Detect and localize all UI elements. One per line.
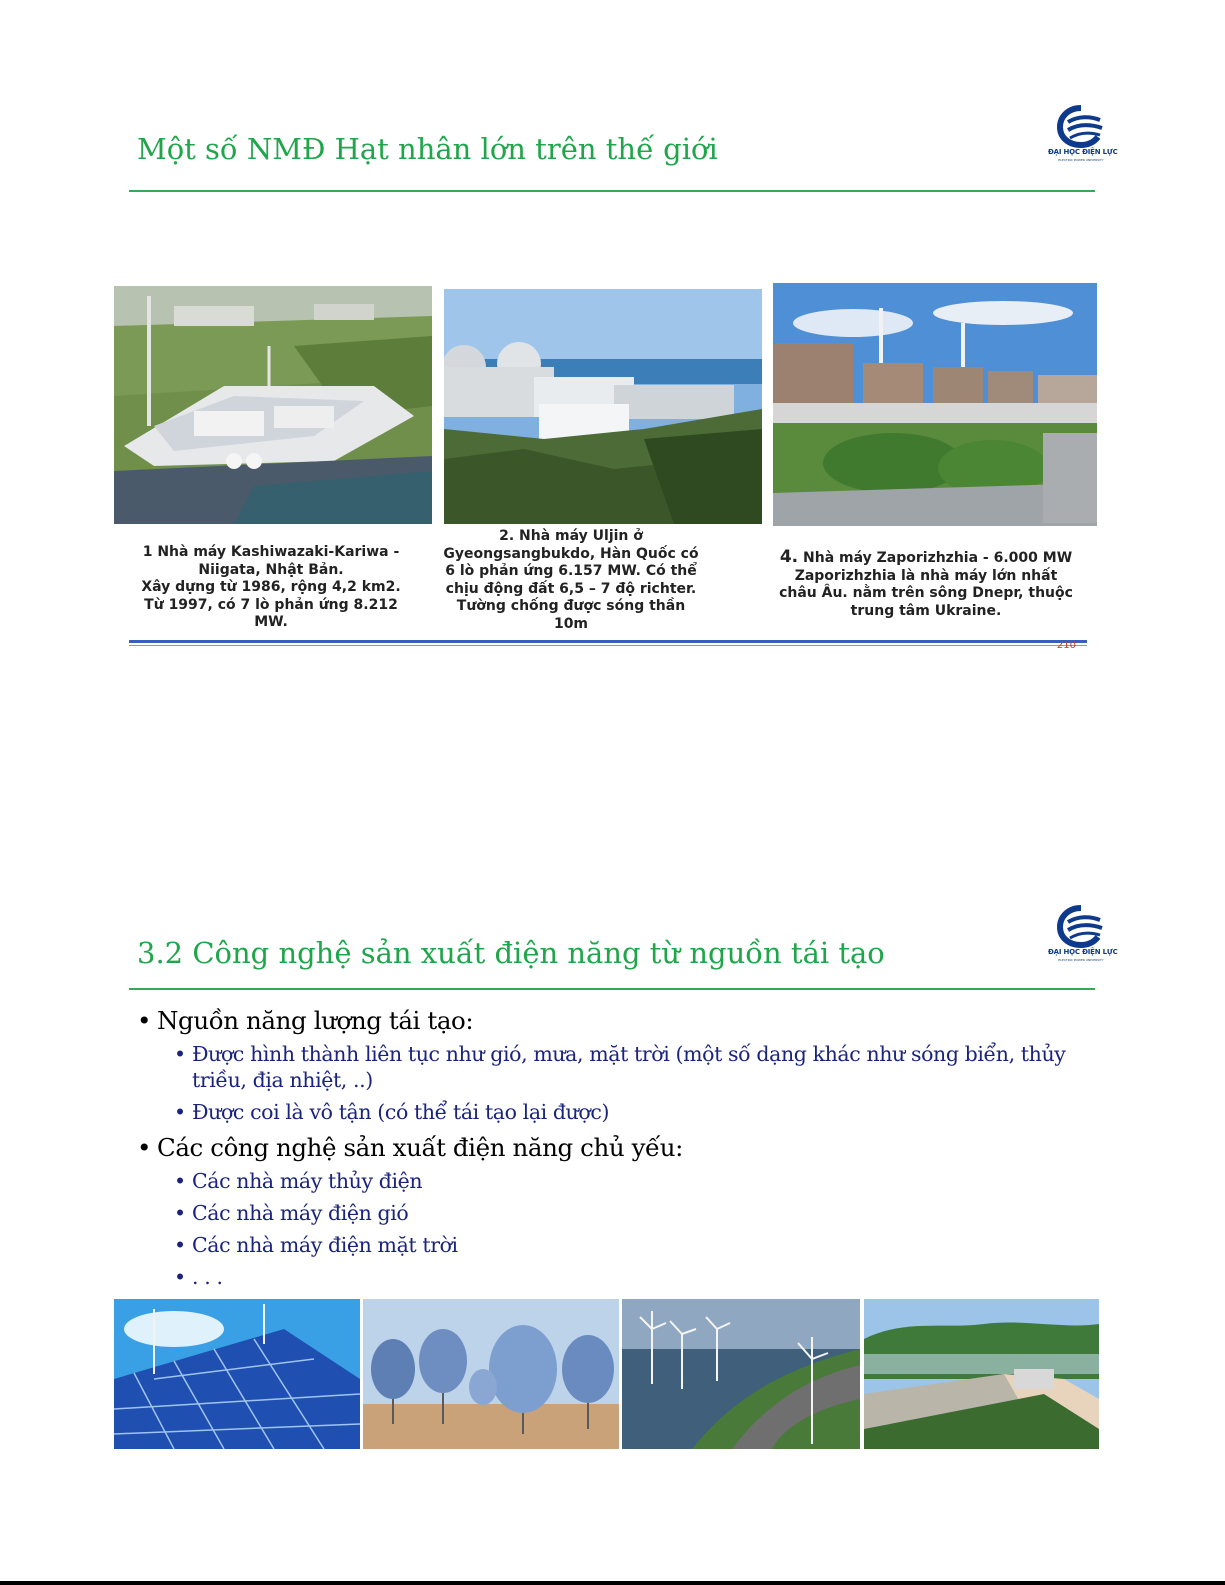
logo-subtitle: ELECTRIC POWER UNIVERSITY — [1058, 958, 1104, 962]
caption-plant-2: 2. Nhà máy Uljin ở Gyeongsangbukdo, Hàn Quốc có 6 lò phản ứng 6.157 MW. Có thể chịu động đất 6,5 – 7 độ richter. Tường chống được sóng thần 10m — [443, 528, 699, 632]
photo-zaporizhzhia — [773, 283, 1097, 526]
sub-bullet: • . . . — [137, 1264, 1087, 1290]
university-logo — [1048, 904, 1118, 968]
caption-plant-4: 4. Nhà máy Zaporizhzhia - 6.000 MW Zaporizhzhia là nhà máy lớn nhất châu Âu. nằm trên sông Dnepr, thuộc trung tâm Ukraine. — [779, 547, 1073, 619]
bullet-renewable-sources: • Nguồn năng lượng tái tạo: — [137, 1006, 1097, 1035]
logo-name: ĐẠI HỌC ĐIỆN LỰC — [1048, 948, 1118, 956]
photo-solar-panels — [114, 1299, 360, 1449]
photo-hydropower-dam — [864, 1299, 1099, 1449]
footer-divider-thin — [129, 645, 1087, 646]
page-bottom-border — [0, 1581, 1225, 1585]
slide-title: 3.2 Công nghệ sản xuất điện năng từ nguồn tái tạo — [137, 936, 885, 970]
title-divider — [129, 190, 1095, 192]
slide-nuclear-plants — [0, 0, 1225, 680]
slide-title: Một số NMĐ Hạt nhân lớn trên thế giới — [137, 132, 718, 166]
page-number: 210 — [1056, 640, 1076, 651]
university-logo — [1048, 104, 1118, 168]
sub-bullet: • Được hình thành liên tục như gió, mưa, mặt trời (một số dạng khác như sóng biển, thủy triều, địa nhiệt, ..) — [137, 1041, 1087, 1093]
sub-bullet: • Được coi là vô tận (có thể tái tạo lại được) — [137, 1099, 1087, 1125]
photo-wind-turbines — [622, 1299, 860, 1449]
sub-bullet: • Các nhà máy thủy điện — [137, 1168, 1087, 1194]
photo-kashiwazaki-kariwa — [114, 286, 432, 524]
sub-bullet: • Các nhà máy điện gió — [137, 1200, 1087, 1226]
bullet-list — [137, 998, 1097, 1296]
logo-emblem-icon — [1048, 104, 1114, 148]
sub-bullet: • Các nhà máy điện mặt trời — [137, 1232, 1087, 1258]
bullet-main-technologies: • Các công nghệ sản xuất điện năng chủ yếu: — [137, 1133, 1097, 1162]
title-divider — [129, 988, 1095, 990]
logo-emblem-icon — [1048, 904, 1114, 948]
slide-renewable-tech — [0, 880, 1225, 1480]
photo-solar-dishes — [363, 1299, 619, 1449]
footer-divider — [129, 640, 1087, 643]
logo-subtitle: ELECTRIC POWER UNIVERSITY — [1058, 158, 1104, 162]
caption-plant-1: 1 Nhà máy Kashiwazaki-Kariwa - Niigata, Nhật Bản. Xây dựng từ 1986, rộng 4,2 km2. Từ 1997, có 7 lò phản ứng 8.212 MW. — [141, 544, 401, 630]
logo-name: ĐẠI HỌC ĐIỆN LỰC — [1048, 148, 1118, 156]
photo-uljin — [444, 289, 762, 524]
